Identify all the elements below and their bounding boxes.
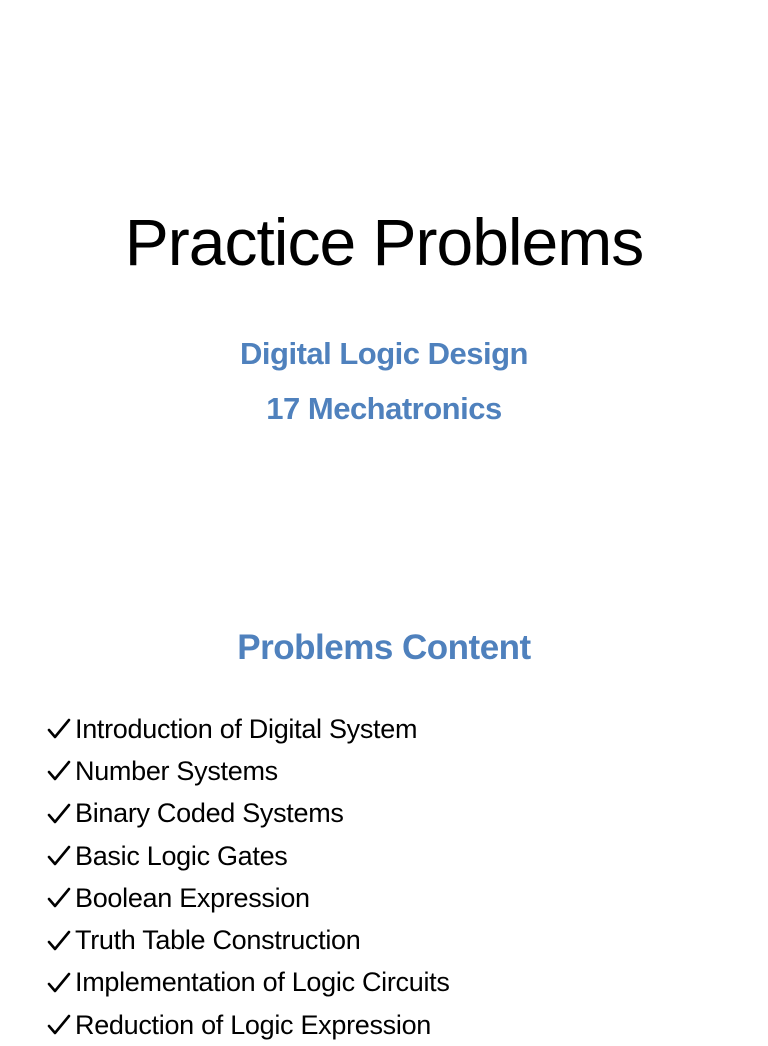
checkmark-icon <box>46 843 72 869</box>
list-item-label: Introduction of Digital System <box>75 713 418 744</box>
course-name: Digital Logic Design <box>240 336 528 371</box>
list-item-label: Implementation of Logic Circuits <box>75 967 450 998</box>
list-item-label: Binary Coded Systems <box>75 798 344 829</box>
checkmark-icon <box>46 885 72 911</box>
checkmark-icon <box>46 801 72 827</box>
checkmark-icon <box>46 716 72 742</box>
list-item-label: Basic Logic Gates <box>75 840 288 871</box>
list-item <box>46 708 450 750</box>
list-item-label: Boolean Expression <box>75 882 310 913</box>
list-item-label: Truth Table Construction <box>75 925 361 956</box>
list-item <box>46 919 450 961</box>
list-item-label: Reduction of Logic Expression <box>75 1009 432 1040</box>
list-item <box>46 793 450 835</box>
list-item <box>46 877 450 919</box>
slide-title: Practice Problems <box>124 205 644 279</box>
checkmark-icon <box>46 1012 72 1038</box>
checkmark-icon <box>46 928 72 954</box>
list-item <box>46 1004 450 1046</box>
list-item <box>46 962 450 1004</box>
list-item-label: Number Systems <box>75 755 278 786</box>
checkmark-icon <box>46 758 72 784</box>
section-heading: Problems Content <box>237 628 531 667</box>
list-item <box>46 835 450 877</box>
class-name: 17 Mechatronics <box>266 391 502 426</box>
list-item <box>46 750 450 792</box>
content-list <box>46 708 450 1046</box>
checkmark-icon <box>46 970 72 996</box>
